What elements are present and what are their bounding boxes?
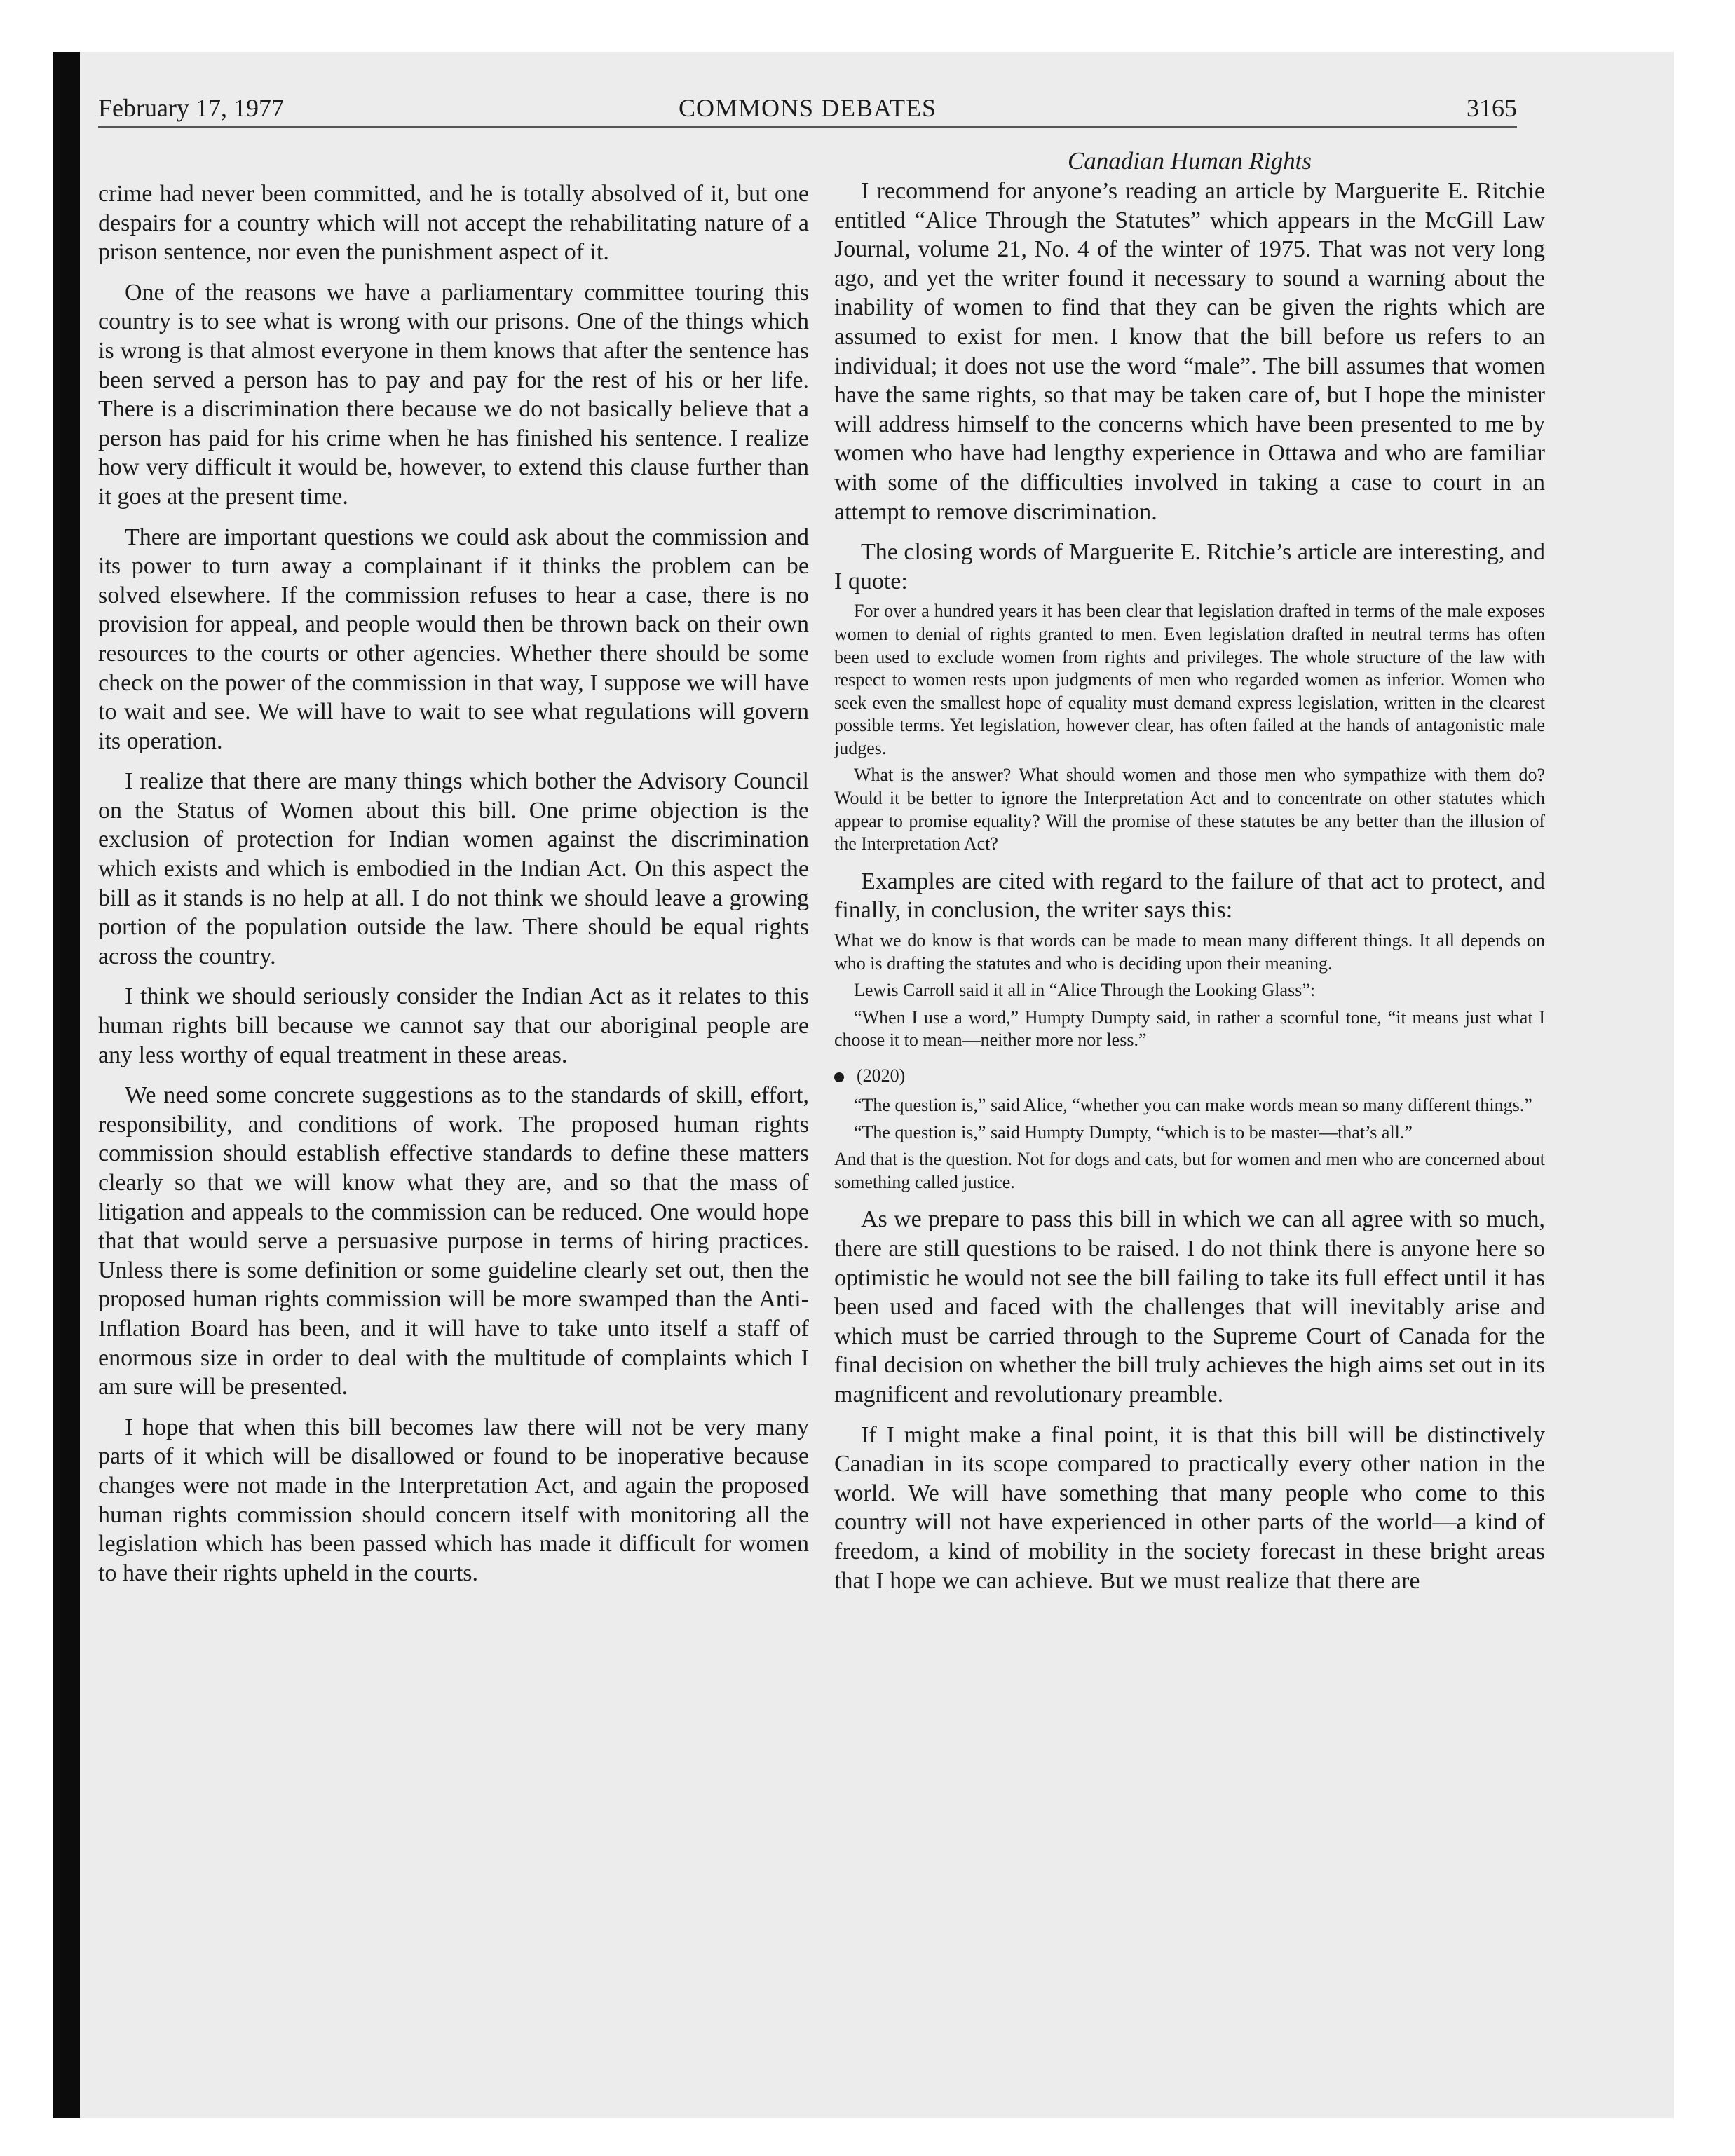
paragraph: There are important questions we could ask about the commission and its power to turn away a complainant if it thinks the problem can be solved elsewhere. If the commission refuses to hear a case, there is no provision for appeal, and people would then be thrown back on their own resources to the courts or other agencies. Whether there should be some check on the power of the commission in that way, I suppose we will have to wait and see. We will have to wait to see what regulations will govern its operation. [98, 524, 809, 754]
paragraph: As we prepare to pass this bill in which we can all agree with so much, there are still questions to be raised. I do not think there is anyone here so optimistic he would not see the bill failing to take its full effect until it has been used and faced with the challenges that will inevitably arise and which must be carried through to the Supreme Court of Canada for the final decision on whether the bill truly achieves the high aims set out in its magnificent and revolutionary preamble. [834, 1206, 1545, 1407]
block-quote: For over a hundred years it has been clear that legislation drafted in terms of the male exposes women to denial of rights granted to men. Even legislation drafted in neutral terms has often been used to exclude women from rights and privileges. The whole structure of the law with respect to women rests upon judgments of men who regarded women as inferior. Women who seek even the smallest hope of equality must demand express legislation, written in the clearest possible terms. Yet legislation, however clear, has often failed at the hands of antagonistic male judges. [834, 601, 1545, 758]
time-marker-text: (2020) [857, 1065, 906, 1086]
paragraph: I realize that there are many things which bother the Advisory Council on the Status of Women about this bill. One prime objection is the exclusion of protection for Indian women against the discrimination which exists and which is embodied in the Indian Act. On this aspect the bill as it stands is no help at all. I do not think we should leave a growing portion of the population outside the law. There should be equal rights across the country. [98, 768, 809, 969]
page-number: 3165 [1467, 94, 1517, 122]
paragraph: Examples are cited with regard to the failure of that act to protect, and finally, in conclusion, the writer says this: [834, 868, 1545, 924]
right-column [834, 146, 1545, 1595]
paragraph: crime had never been committed, and he is totally absolved of it, but one despairs for a country which will not accept the rehabilitating nature of a prison sentence, nor even the punishment aspect of it. [98, 181, 809, 266]
block-quote: Lewis Carroll said it all in “Alice Through the Looking Glass”: [854, 980, 1316, 1001]
binding-edge [53, 52, 80, 2118]
block-quote: And that is the question. Not for dogs and cats, but for women and men who are concerned about something called justice. [834, 1149, 1545, 1192]
header-rule [98, 126, 1517, 128]
paragraph: If I might make a final point, it is that this bill will be distinctively Canadian in its scope compared to practically every other nation in the world. We will have something that many people who come to this country will not have experienced in other parts of the world—a kind of freedom, a kind of mobility in the society forecast in these bright areas that I hope we can achieve. But we must realize that there are [834, 1421, 1545, 1594]
paragraph: One of the reasons we have a parliamentary committee touring this country is to see what is wrong with our prisons. One of the things which is wrong is that almost everyone in them knows that after the sentence has been served a person has to pay and pay for the rest of his or her life. There is a discrimination there because we do not basically believe that a person has paid for his crime when he has finished his sentence. I realize how very difficult it would be, however, to extend this clause further than it goes at the present time. [98, 279, 809, 510]
time-marker [834, 1065, 1545, 1087]
paragraph: I recommend for anyone’s reading an article by Marguerite E. Ritchie entitled “Alice Through the Statutes” which appears in the McGill Law Journal, volume 21, No. 4 of the winter of 1975. That was not very long ago, and yet the writer found it necessary to sound a warning about the inability of women to find that they can be given the rights which are assumed to exist for men. I know that the bill before us refers to an individual; it does not use the word “male”. The bill assumes that women have the same rights, so that may be taken care of, but I hope the minister will address himself to the concerns which have been presented to me by women who have had lengthy experience in Ottawa and who are familiar with some of the difficulties involved in taking a case to court in an attempt to remove discrimination. [834, 178, 1545, 525]
page-header [98, 91, 1517, 125]
header-date: February 17, 1977 [98, 94, 284, 122]
header-title: COMMONS DEBATES [678, 94, 937, 122]
block-quote: What we do know is that words can be made to mean many different things. It all depends on who is drafting the statutes and who is deciding upon their meaning. [834, 930, 1545, 974]
bullet-icon [834, 1072, 844, 1082]
block-quote: What is the answer? What should women and those men who sympathize with them do? Would it be better to ignore the Interpretation Act and to concentrate on other statutes which appear to promise equality? Will the promise of these statutes be any better than the illusion of the Interpretation Act? [834, 765, 1545, 854]
paragraph: We need some concrete suggestions as to the standards of skill, effort, responsibility, and conditions of work. The proposed human rights commission should establish effective standards to define these matters clearly so that we will know what they are, and so that the mass of litigation and appeals to the commission can be reduced. One would hope that that would serve a persuasive purpose in terms of hiring practices. Unless there is some definition or some guideline clearly set out, then the proposed human rights commission will be more swamped than the Anti-Inflation Board has been, and it will have to take unto itself a staff of enormous size in order to deal with the multitude of complaints which I am sure will be presented. [98, 1082, 809, 1400]
section-heading: Canadian Human Rights [1067, 147, 1312, 175]
paragraph: I hope that when this bill becomes law there will not be very many parts of it which will be disallowed or found to be inoperative because changes were not made in the Interpretation Act, and again the proposed human rights commission should concern itself with monitoring all the legislation which has been passed which has made it difficult for women to have their rights upheld in the courts. [98, 1414, 809, 1586]
paragraph: I think we should seriously consider the Indian Act as it relates to this human rights bill because we cannot say that our aboriginal people are any less worthy of equal treatment in these areas. [98, 983, 809, 1068]
block-quote: “When I use a word,” Humpty Dumpty said, in rather a scornful tone, “it means just what I choose it to mean—neither more nor less.” [834, 1007, 1545, 1051]
paragraph: The closing words of Marguerite E. Ritchie’s article are interesting, and I quote: [834, 539, 1545, 594]
left-column [98, 179, 809, 1588]
block-quote: “The question is,” said Humpty Dumpty, “which is to be master—that’s all.” [854, 1121, 1413, 1142]
block-quote: “The question is,” said Alice, “whether you can make words mean so many different things.” [854, 1095, 1532, 1115]
